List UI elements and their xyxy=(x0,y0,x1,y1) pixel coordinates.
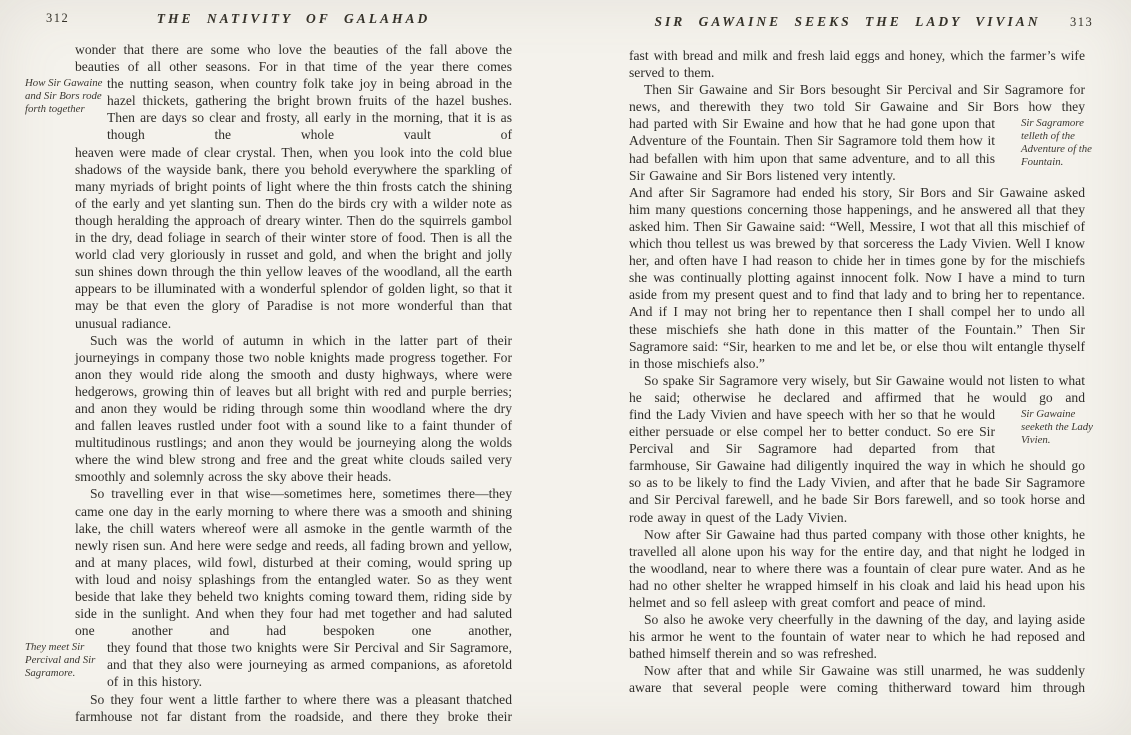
text-column-left xyxy=(25,41,512,725)
margin-note-row xyxy=(25,639,512,690)
page-right xyxy=(565,0,1131,735)
body-paragraph: fast with bread and milk and fresh laid eggs and honey, which the farmer’s wife served to them. xyxy=(629,48,1085,81)
body-paragraph: Then Sir Gawaine and Sir Bors besought Sir Percival and Sir Sagramore for news, and therewith they two told Sir Gawaine and Sir Bors how they xyxy=(629,82,1085,115)
body-paragraph: So travelling ever in that wise—sometimes here, sometimes there—they came one day in the early morning to where there was a smooth and shining lake, the chill waters whereof were all asmoke in the gentle warmth of the newly risen sun. And here were sedge and reeds, all fading brown and yellow, and at many places, wild fowl, disturbed at their coming, would spring up with loud and noisy splashings from the entangled water. So as they went beside that lake they beheld two knights coming toward them, riding side by side in the sunlight. And when they four had met together and had saluted one another and had bespoken one another, xyxy=(75,486,512,639)
running-head-left: THE NATIVITY OF GALAHAD xyxy=(156,11,431,26)
body-paragraph: they found that those two knights were Sir Percival and Sir Sagramore, and that they also were journeying as armed companions, as aforetold of in this history. xyxy=(107,640,512,690)
body-paragraph: Such was the world of autumn in which in the latter part of their journeyings in company those two noble knights made progress together. For anon they would ride along the smooth and dusty highways, where were hedgerows, growing thin of leaves but all bright with red and purple berries; and anon they would be riding through some thin woodland where the dry and fallen leaves rustled under foot with a sound like to a faint thunder of multitudinous rustlings; and anon they would be journeying along the wolds where the wind blew strong and free and the great white clouds sailed very smoothly and solemnly across the sky above their heads. xyxy=(75,332,512,485)
body-paragraph: Now after that and while Sir Gawaine was still unarmed, he was suddenly aware that several people were coming thitherward toward him through xyxy=(629,663,1085,696)
body-paragraph: had parted with Sir Ewaine and how that he had gone upon that Adventure of the Fountain. Then Sir Sagramore told them how it had befallen with him upon that same adventure, and to all this Sir Gawaine and Sir Bors listened very intently. xyxy=(629,116,995,183)
body-paragraph: Now after Sir Gawaine had thus parted company with those other knights, he travelled all alone upon his way for the entire day, and that night he lodged in the woodland, near to where there was a fountain of clear pure water. And as he had no other shelter he wrapped himself in his cloak and laid his head upon his helmet and so fell asleep with great comfort and peace of mind. xyxy=(629,526,1085,610)
body-paragraph: wonder that there are some who love the beauties of the fall above the beauties of all other seasons. For in that time of the year there comes xyxy=(75,42,512,75)
margin-note-row xyxy=(629,406,1093,457)
body-paragraph: find the Lady Vivien and have speech with her so that he would either persuade or else compel her to better conduct. So ere Sir Percival and Sir Sagramore had departed from that xyxy=(629,406,995,457)
body-paragraph: the nutting season, when country folk take joy in being abroad in the hazel thickets, gathering the bright brown fruits of the hazel bushes. Then are days so clear and frosty, all early in the morning, that it is as though the whole vault of xyxy=(107,76,512,143)
body-paragraph: farmhouse, Sir Gawaine had diligently inquired the way in which he should go so as to be likely to find the Lady Vivien, and after that he bade Sir Sagramore and Sir Percival farewell, and he bade Sir Bors farewell, and so took horse and rode away in quest of the Lady Vivien. xyxy=(629,458,1085,525)
page-number-right: 313 xyxy=(1070,15,1094,29)
margin-note: They meet Sir Percival and Sir Sagramore. xyxy=(25,641,96,679)
body-paragraph: So also he awoke very cheerfully in the dawning of the day, and laying aside his armor he went to the fountain of water near to which he had reposed and bathed himself therein and so was refreshed. xyxy=(629,612,1085,662)
margin-note: Sir Sagramore telleth of the Adventure of the Fountain. xyxy=(1021,117,1092,168)
text-column-right xyxy=(629,47,1093,697)
body-paragraph: heaven were made of clear crystal. Then, when you look into the cold blue shadows of the wayside bank, there you behold everywhere the sparkling of many myriads of bright points of light where the thin frosts catch the shining of the early and yet slanting sun. Then do the birds cry with a wilder note as though heralding the approach of dreary winter. Then do the squirrels gambol in the dry, dead foliage in search of their winter store of food. Then is all the world clad very gloriously in russet and gold, and when the bright and jolly sun shines down through the thin yellow leaves of the woodland, all the earth appears to be illuminated with a wonderful splendor of golden light, so that it may be that even the glory of Paradise is not more wonderful than that unusual radiance. xyxy=(75,144,512,331)
running-head-right: SIR GAWAINE SEEKS THE LADY VIVIAN xyxy=(654,14,1041,29)
body-paragraph: So they four went a little farther to where there was a pleasant thatched farmhouse not far distant from the roadside, and there they broke their xyxy=(75,691,512,724)
body-paragraph: So spake Sir Sagramore very wisely, but Sir Gawaine would not listen to what he said; otherwise he declared and affirmed that he would go and xyxy=(629,372,1085,405)
margin-note-row xyxy=(629,115,1092,183)
page-number-left: 312 xyxy=(46,11,70,25)
body-paragraph: And after Sir Sagramore had ended his story, Sir Bors and Sir Gawaine asked him many questions concerning those happenings, and he answered all that they asked him. Then Sir Gawaine said: “Well, Messire, I wot that all this mischief of which thou tellest us was brewed by that sorceress the Lady Vivien. Well I know her, and often have I had reason to chide her in times gone by for the mischiefs she was continually plotting against innocent folk. Now I have a mind to turn aside from my present quest and to find that lady and to bring her to repentance. And if I may not bring her to repentance then I shall compel her to undo all these mischiefs she hath done in this matter of the Fountain.” Then Sir Sagramore said: “Sir, hearken to me and let be, or else thou wilt entangle thyself in those mischiefs also.” xyxy=(629,184,1085,371)
margin-note-row xyxy=(25,75,512,143)
margin-note: Sir Gawaine seeketh the Lady Vivien. xyxy=(1021,407,1093,446)
margin-note: How Sir Gawaine and Sir Bors rode forth together xyxy=(25,77,103,115)
page-left xyxy=(0,0,565,735)
